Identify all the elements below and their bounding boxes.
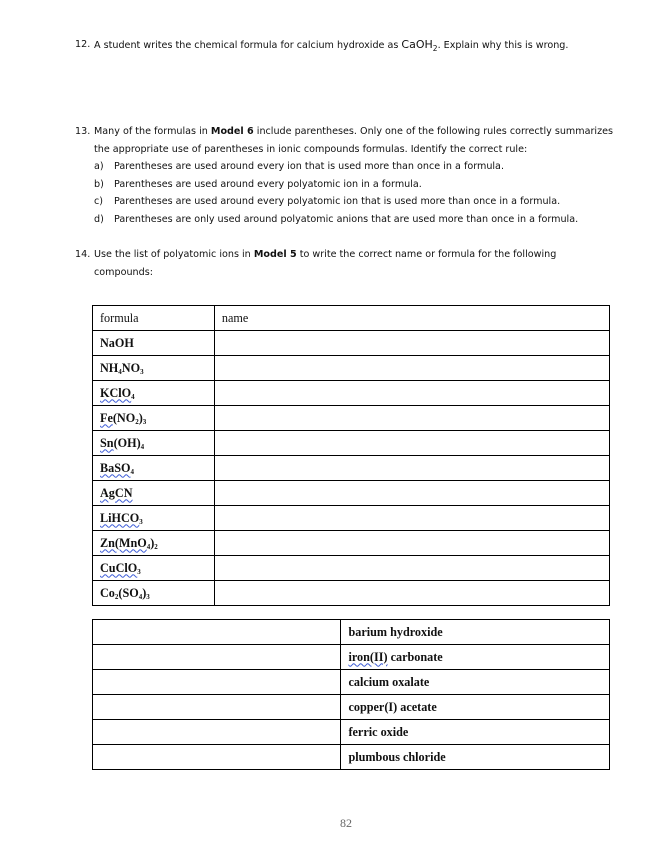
- table-row: [93, 645, 610, 670]
- question-12-text: A student writes the chemical formula for calcium hydroxide as CaOH$_2$. Explain why this is wrong.: [94, 38, 569, 54]
- table-row: [93, 695, 610, 720]
- formula-cell: $NH_4NO_3$: [93, 356, 215, 381]
- name-cell: calcium oxalate: [341, 670, 610, 695]
- name-answer-cell[interactable]: [214, 556, 609, 581]
- formula-answer-cell[interactable]: [93, 720, 341, 745]
- table-row: [93, 745, 610, 770]
- header-formula: formula: [93, 306, 215, 331]
- formula-cell: AgCN: [93, 481, 215, 506]
- name-answer-cell[interactable]: [214, 331, 609, 356]
- question-13-text: Many of the formulas in Model 6 include parentheses. Only one of the following rules correctly summarizes the appropriate use of parentheses in ionic compounds formulas. Identify the correct rule:: [94, 126, 614, 155]
- table-header-row: [93, 306, 610, 331]
- model-6-ref: Model 6: [210, 126, 254, 137]
- table-row: [93, 331, 610, 356]
- name-answer-cell[interactable]: [214, 481, 609, 506]
- question-14: [75, 246, 655, 281]
- table-row: [93, 620, 610, 645]
- formula-cell: KClO$_4$: [93, 381, 215, 406]
- formula-answer-cell[interactable]: [93, 745, 341, 770]
- question-14-number: 14.: [75, 249, 91, 260]
- table-row: [93, 531, 610, 556]
- question-13: [75, 123, 655, 228]
- formula-answer-cell[interactable]: [93, 670, 341, 695]
- table-row: [93, 720, 610, 745]
- option-c: c) Parentheses are used around every polyatomic ion that is used more than once in a formula.: [94, 196, 561, 207]
- formula-cell: NaOH: [93, 331, 215, 356]
- name-answer-cell[interactable]: [214, 456, 609, 481]
- name-cell: ferric oxide: [341, 720, 610, 745]
- table-row: [93, 431, 610, 456]
- table-row: [93, 506, 610, 531]
- name-cell: iron(II) carbonate: [341, 645, 610, 670]
- formula-answer-cell[interactable]: [93, 620, 341, 645]
- formula-cell: LiHCO$_3$: [93, 506, 215, 531]
- table-row: [93, 456, 610, 481]
- formula-cell: CuClO$_3$: [93, 556, 215, 581]
- table-row: [93, 556, 610, 581]
- page-number: 82: [340, 816, 352, 830]
- option-b: b) Parentheses are used around every polyatomic ion in a formula.: [94, 178, 422, 190]
- formula-answer-cell[interactable]: [93, 645, 341, 670]
- formula-cell: $Fe(NO_2)_3$: [93, 406, 215, 431]
- name-answer-cell[interactable]: [214, 581, 609, 606]
- name-answer-cell[interactable]: [214, 506, 609, 531]
- formula-cell: $Co_2(SO_4)_3$: [93, 581, 215, 606]
- question-12-number: 12.: [75, 39, 91, 50]
- name-answer-cell[interactable]: [214, 381, 609, 406]
- option-d: d) Parentheses are only used around polyatomic anions that are used more than once in a formula.: [94, 213, 579, 225]
- table-row: [93, 581, 610, 606]
- formula-cell: $Zn(MnO_4)_2$: [93, 531, 215, 556]
- option-a: a) Parentheses are used around every ion that is used more than once in a formula.: [94, 161, 504, 172]
- name-answer-cell[interactable]: [214, 431, 609, 456]
- question-13-options: [94, 158, 655, 228]
- table-row: [93, 356, 610, 381]
- formula-cell: $Sn(OH)_4$: [93, 431, 215, 456]
- question-13-number: 13.: [75, 126, 91, 137]
- table-row: [93, 406, 610, 431]
- question-12: [75, 36, 645, 58]
- name-answer-cell[interactable]: [214, 406, 609, 431]
- formula-cell: BaSO$_4$: [93, 456, 215, 481]
- table-row: [93, 481, 610, 506]
- name-cell: plumbous chloride: [341, 745, 610, 770]
- table-row: [93, 670, 610, 695]
- name-cell: copper(I) acetate: [341, 695, 610, 720]
- question-14-text: Use the list of polyatomic ions in Model 5 to write the correct name or formula for the following compounds:: [94, 249, 557, 278]
- formula-answer-cell[interactable]: [93, 695, 341, 720]
- formula-caoh2: CaOH$_2$: [401, 38, 438, 54]
- header-name: name: [214, 306, 609, 331]
- table-row: [93, 381, 610, 406]
- name-to-formula-table: [92, 619, 610, 770]
- name-answer-cell[interactable]: [214, 531, 609, 556]
- formula-to-name-table: [92, 305, 610, 606]
- model-5-ref: Model 5: [253, 249, 297, 260]
- name-answer-cell[interactable]: [214, 356, 609, 381]
- name-cell: barium hydroxide: [341, 620, 610, 645]
